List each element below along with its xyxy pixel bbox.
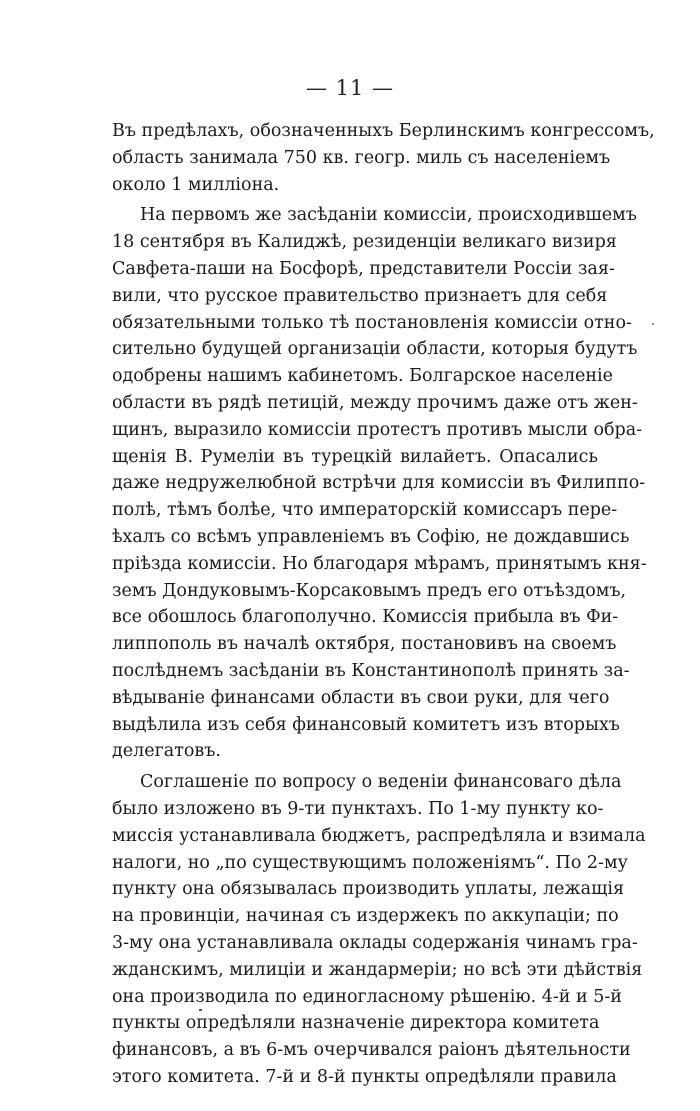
text-line: пріѣзда комиссіи. Но благодаря мѣрамъ, принятымъ кня- [112, 553, 647, 574]
paragraph-2 [112, 202, 647, 765]
text-line: земъ Дондуковымъ-Корсаковымъ предъ его отъѣздомъ, [112, 580, 627, 601]
text-line: пункту она обязывалась производить уплаты, лежащія [112, 879, 624, 900]
text-line: обязательными только тѣ постановленія комиссіи отно- [112, 312, 632, 333]
text-line: Въ предѣлахъ, обозначенныхъ Берлинскимъ конгрессомъ, [112, 121, 655, 141]
text-line: вили, что русское правительство признаетъ для себя [112, 285, 608, 306]
text-line: пункты опредѣляли назначеніе директора комитета [112, 1013, 600, 1034]
text-line: область занимала 750 кв. геогр. миль съ населеніемъ [112, 147, 611, 168]
text-line: щинъ, выразило комиссіи протестъ противъ мысли обра- [112, 419, 643, 440]
text-line: области въ рядѣ петицій, между прочимъ даже отъ жен- [112, 392, 638, 413]
text-line: было изложено въ 9-ти пунктахъ. По 1-му пункту ко- [112, 798, 604, 819]
text-line: она производила по единогласному рѣшенію. 4-й и 5-й [112, 986, 622, 1007]
ink-speck [199, 1009, 202, 1011]
text-line: вѣдываніе финансами области въ свои руки, для чего [112, 687, 610, 708]
body-text [112, 118, 655, 1091]
page-number: — 11 — [305, 76, 395, 100]
text-line: на провинціи, начиная съ издержекъ по аккупаціи; по [112, 906, 619, 927]
text-line: даже недружелюбной встрѣчи для комиссіи въ Филиппо- [112, 473, 646, 494]
text-line: Савфета-паши на Босфорѣ, представители Россіи зая- [112, 258, 615, 279]
text-line: 3-му она устанавливала оклады содержанія чинамъ гра- [112, 932, 638, 953]
text-line: все обошлось благополучно. Комиссія прибыла въ Фи- [112, 607, 619, 628]
text-line: жданскимъ, милиціи и жандармеріи; но всѣ эти дѣйствія [112, 959, 643, 980]
text-line: щенія В. Румеліи въ турецкій вилайетъ. Опасались [112, 446, 598, 467]
text-line: На первомъ же засѣданіи комиссіи, происходившемъ [140, 205, 637, 226]
margin-speck [652, 323, 654, 325]
text-line: около 1 милліона. [112, 174, 280, 195]
paragraph-3 [112, 769, 646, 1091]
text-line: этого комитета. 7-й и 8-й пункты опредѣляли правила [112, 1066, 617, 1087]
text-line: финансовъ, а въ 6-мъ очерчивался раіонъ дѣятельности [112, 1040, 631, 1061]
text-line: выдѣлила изъ себя финансовый комитетъ изъ вторыхъ [112, 714, 620, 735]
text-line: миссія устанавливала бюджетъ, распредѣляла и взимала [112, 825, 646, 846]
text-line: послѣднемъ засѣданіи въ Константинополѣ принять за- [112, 660, 630, 681]
text-line: ѣхалъ со всѣмъ управленіемъ въ Софію, не дождавшись [112, 526, 630, 547]
text-line: 18 сентября въ Калиджѣ, резиденціи великаго визиря [112, 232, 617, 253]
text-line: налоги, но „по существующимъ положеніямъ“. По 2-му [112, 852, 628, 873]
paragraph-1 [112, 118, 655, 198]
text-line: полѣ, тѣмъ болѣе, что императорскій комиссаръ пере- [112, 500, 618, 521]
text-line: Соглашеніе по вопросу о веденіи финансоваго дѣла [140, 772, 622, 793]
text-line: делегатовъ. [112, 741, 221, 762]
text-line: сительно будущей организаціи области, которыя будутъ [112, 339, 638, 360]
text-line: одобрены нашимъ кабинетомъ. Болгарское населеніе [112, 366, 613, 387]
text-line: липпополь въ началѣ октября, постановивъ на своемъ [112, 634, 617, 655]
